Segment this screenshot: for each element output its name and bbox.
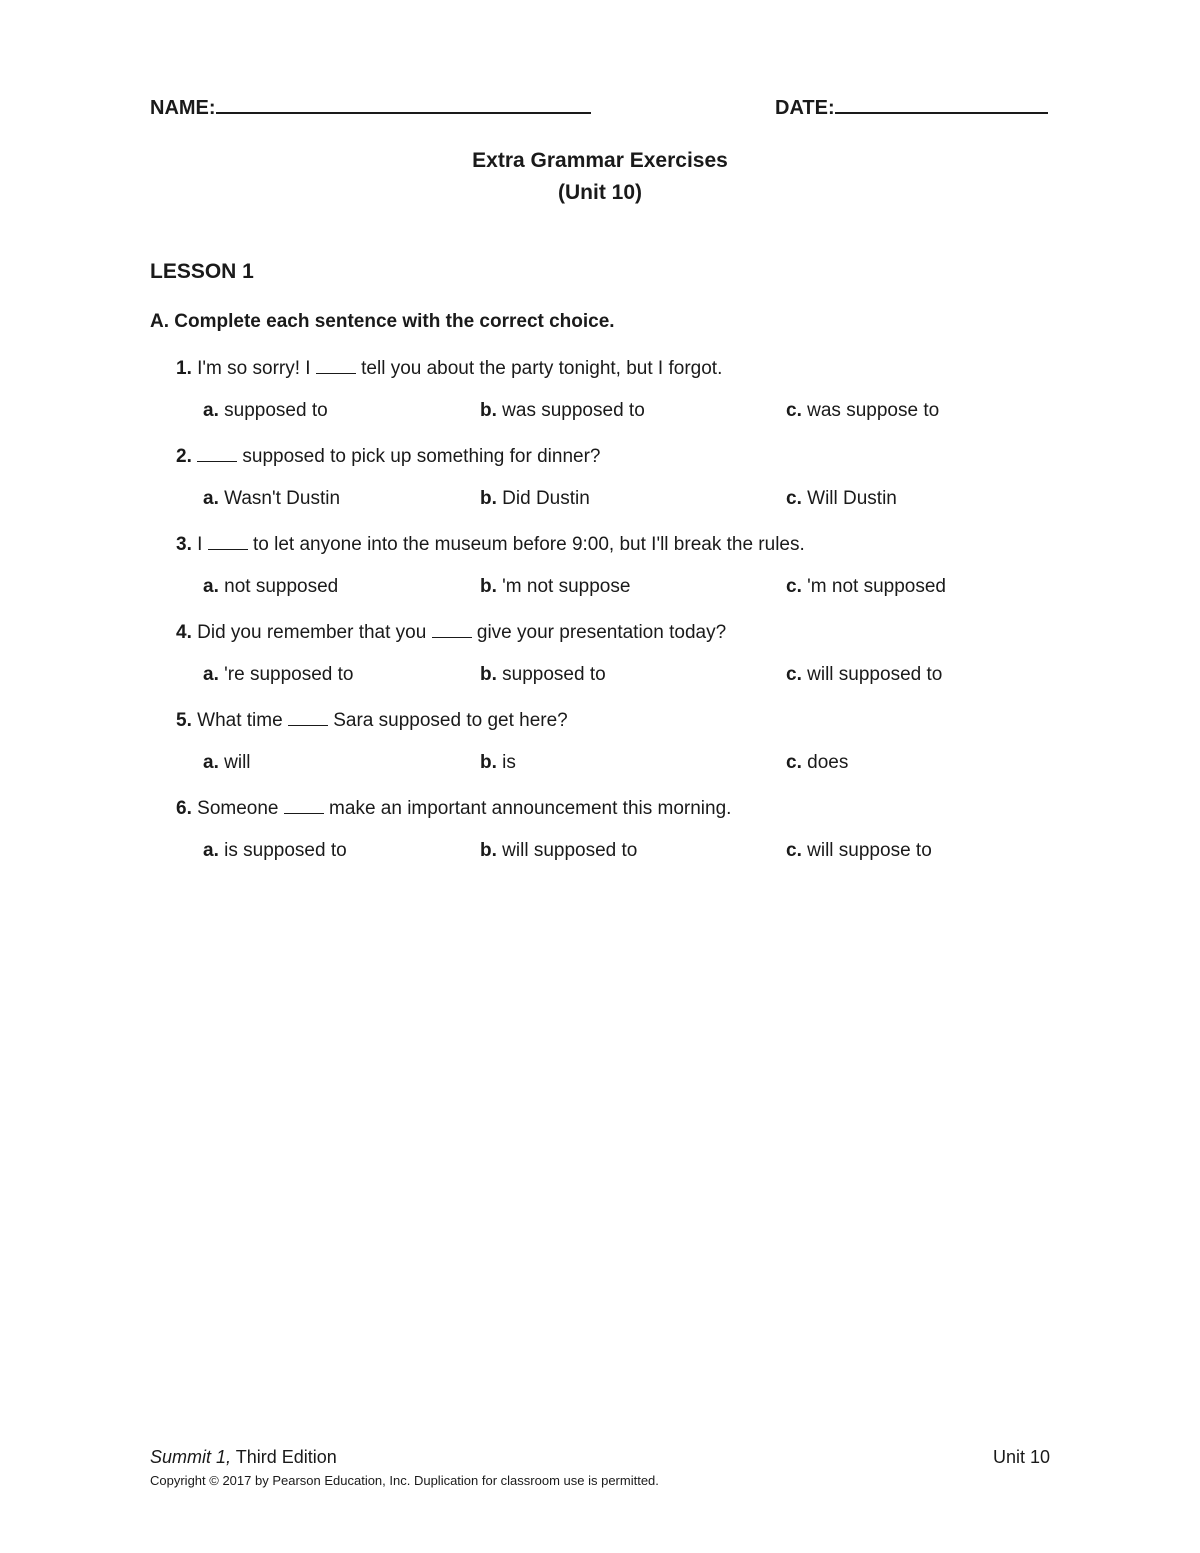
option-a[interactable] (203, 664, 353, 686)
answer-blank[interactable] (208, 534, 248, 550)
question-text-after: supposed to pick up something for dinner? (237, 446, 601, 467)
option-c[interactable] (786, 840, 932, 862)
option-c[interactable] (786, 752, 848, 774)
option-text: 're supposed to (218, 664, 354, 685)
option-text: supposed to (218, 400, 328, 421)
option-text: was supposed to (496, 400, 645, 421)
book-edition: Third Edition (231, 1447, 337, 1467)
footer-book-title (150, 1447, 337, 1468)
option-text: 'm not suppose (496, 576, 631, 597)
option-letter: a. (203, 488, 219, 509)
answer-blank[interactable] (197, 446, 237, 462)
question-stem (176, 710, 568, 732)
option-text: not supposed (218, 576, 339, 597)
option-letter: c. (786, 488, 802, 509)
date-field (775, 94, 1048, 120)
name-field (150, 94, 591, 120)
question-text-before: I'm so sorry! I (197, 358, 316, 379)
option-b[interactable] (480, 576, 630, 598)
option-text: 'm not supposed (801, 576, 946, 597)
question-text-before: What time (197, 710, 288, 731)
question-stem (176, 534, 805, 556)
option-c[interactable] (786, 488, 897, 510)
question-number: 5. (176, 710, 192, 731)
option-letter: a. (203, 752, 219, 773)
option-a[interactable] (203, 576, 338, 598)
date-blank-line[interactable] (835, 94, 1048, 114)
option-letter: c. (786, 576, 802, 597)
question-text-after: to let anyone into the museum before 9:00, but I'll break the rules. (247, 534, 805, 555)
answer-blank[interactable] (288, 710, 328, 726)
question-item (176, 446, 1056, 534)
option-b[interactable] (480, 400, 645, 422)
option-text: will (218, 752, 251, 773)
question-stem (176, 798, 731, 820)
question-text-after: tell you about the party tonight, but I forgot. (355, 358, 723, 379)
question-number: 4. (176, 622, 192, 643)
option-letter: c. (786, 664, 802, 685)
title-line-1: Extra Grammar Exercises (472, 149, 728, 172)
book-title: Summit 1, (150, 1447, 232, 1467)
question-item (176, 710, 1056, 798)
option-text: is (496, 752, 516, 773)
option-letter: a. (203, 664, 219, 685)
question-stem (176, 446, 600, 468)
question-item (176, 534, 1056, 622)
option-text: will suppose to (801, 840, 932, 861)
option-letter: b. (480, 488, 497, 509)
option-text: Did Dustin (496, 488, 590, 509)
option-c[interactable] (786, 664, 942, 686)
option-letter: b. (480, 576, 497, 597)
lesson-heading: LESSON 1 (150, 260, 254, 283)
option-text: supposed to (496, 664, 606, 685)
option-letter: b. (480, 752, 497, 773)
question-item (176, 798, 1056, 886)
question-number: 3. (176, 534, 192, 555)
option-b[interactable] (480, 752, 516, 774)
question-item (176, 622, 1056, 710)
option-letter: a. (203, 400, 219, 421)
question-text-after: Sara supposed to get here? (327, 710, 568, 731)
option-text: will supposed to (496, 840, 638, 861)
copyright-notice: Copyright © 2017 by Pearson Education, Inc. Duplication for classroom use is permitted. (150, 1473, 659, 1488)
option-letter: b. (480, 840, 497, 861)
question-stem (176, 358, 722, 380)
option-c[interactable] (786, 576, 946, 598)
question-text-after: make an important announcement this morning. (323, 798, 732, 819)
question-text-after: give your presentation today? (471, 622, 727, 643)
question-number: 2. (176, 446, 192, 467)
title-line-2: (Unit 10) (558, 181, 642, 204)
exercise-instruction: A. Complete each sentence with the correct choice. (150, 311, 615, 332)
option-a[interactable] (203, 752, 251, 774)
header-row (150, 94, 1050, 124)
option-letter: c. (786, 400, 802, 421)
footer-unit: Unit 10 (992, 1447, 1050, 1467)
option-b[interactable] (480, 488, 590, 510)
question-number: 6. (176, 798, 192, 819)
option-text: Wasn't Dustin (218, 488, 341, 509)
page-title (0, 145, 1200, 209)
option-b[interactable] (480, 840, 637, 862)
option-letter: b. (480, 664, 497, 685)
option-a[interactable] (203, 488, 340, 510)
option-a[interactable] (203, 400, 328, 422)
question-stem (176, 622, 726, 644)
option-text: was suppose to (801, 400, 940, 421)
question-list (176, 358, 1056, 886)
answer-blank[interactable] (284, 798, 324, 814)
question-text-before: Did you remember that you (197, 622, 432, 643)
option-text: is supposed to (218, 840, 347, 861)
option-text: will supposed to (801, 664, 943, 685)
option-letter: a. (203, 840, 219, 861)
name-blank-line[interactable] (216, 94, 591, 114)
date-label: DATE: (775, 97, 835, 119)
option-text: does (801, 752, 849, 773)
question-item (176, 358, 1056, 446)
answer-blank[interactable] (432, 622, 472, 638)
name-label: NAME: (150, 97, 216, 119)
question-text-before: Someone (197, 798, 284, 819)
option-letter: a. (203, 576, 219, 597)
option-c[interactable] (786, 400, 939, 422)
answer-blank[interactable] (316, 358, 356, 374)
option-letter: c. (786, 752, 802, 773)
question-number: 1. (176, 358, 192, 379)
question-text-before: I (197, 534, 208, 555)
option-b[interactable] (480, 664, 606, 686)
option-letter: c. (786, 840, 802, 861)
option-text: Will Dustin (801, 488, 897, 509)
option-a[interactable] (203, 840, 347, 862)
option-letter: b. (480, 400, 497, 421)
